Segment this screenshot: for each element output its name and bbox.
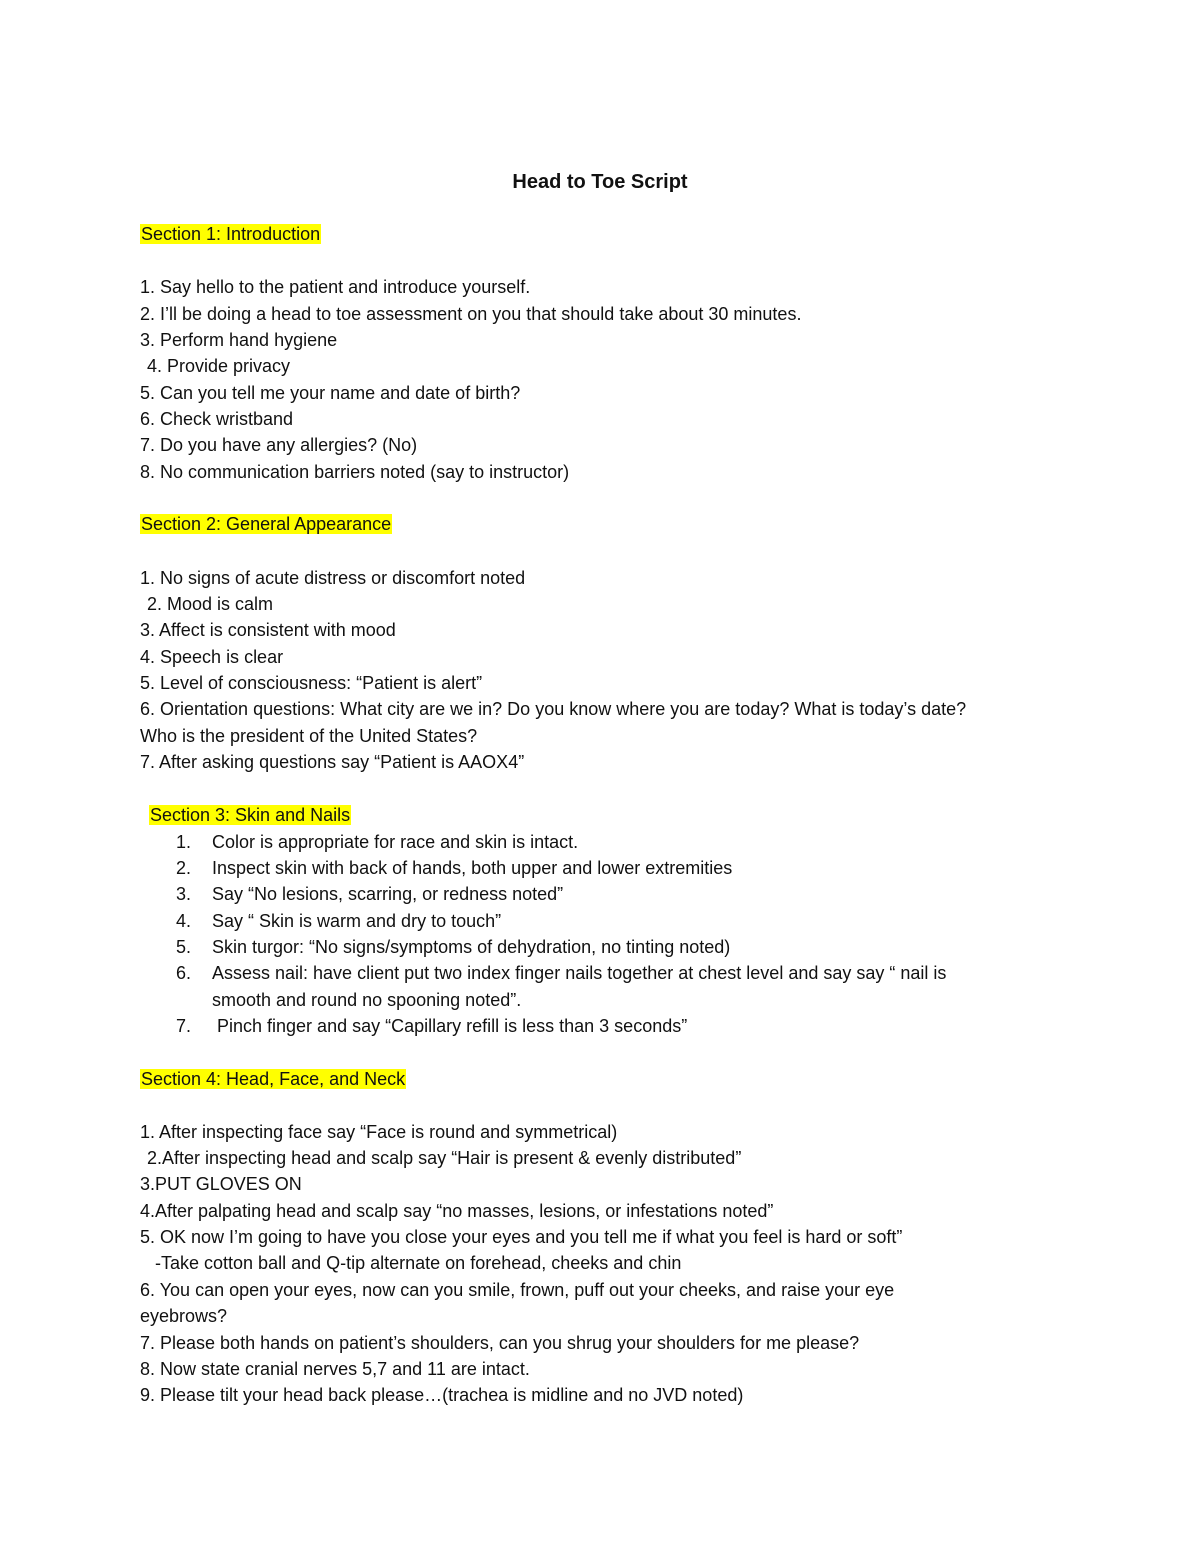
list-item: 3.PUT GLOVES ON (140, 1174, 302, 1194)
list-item: 6. Check wristband (140, 409, 294, 429)
list-item-continuation: smooth and round no spooning noted”. (212, 990, 522, 1010)
list-item: 7. After asking questions say “Patient is AAOX4” (140, 752, 525, 772)
list-item: 7. Please both hands on patient’s shoulders, can you shrug your shoulders for me please? (140, 1333, 860, 1353)
section-2-heading: Section 2: General Appearance (141, 514, 392, 534)
list-item: 7. Do you have any allergies? (No) (140, 435, 418, 455)
list-item: 4. Speech is clear (140, 647, 284, 667)
document-title: Head to Toe Script (512, 171, 688, 193)
list-item: 8. No communication barriers noted (say to instructor) (140, 462, 570, 482)
list-item-continuation: eyebrows? (140, 1306, 228, 1326)
list-item: -Take cotton ball and Q-tip alternate on forehead, cheeks and chin (140, 1253, 682, 1273)
section-4-heading: Section 4: Head, Face, and Neck (141, 1069, 406, 1089)
list-item: 3. Perform hand hygiene (140, 330, 338, 350)
list-number: 6. (176, 963, 192, 983)
section-heading (140, 1066, 406, 1092)
list-item: Assess nail: have client put two index finger nails together at chest level and say say “ nail is (212, 963, 947, 983)
section-heading (140, 511, 392, 537)
list-number: 2. (176, 858, 192, 878)
section-heading (140, 221, 321, 247)
list-item: 4.After palpating head and scalp say “no masses, lesions, or infestations noted” (140, 1201, 774, 1221)
list-item: 3. Affect is consistent with mood (140, 620, 396, 640)
list-item: 1. No signs of acute distress or discomfort noted (140, 568, 526, 588)
list-item: Inspect skin with back of hands, both upper and lower extremities (212, 858, 733, 878)
list-item: Skin turgor: “No signs/symptoms of dehydration, no tinting noted) (212, 937, 731, 957)
list-item: 9. Please tilt your head back please…(trachea is midline and no JVD noted) (140, 1385, 744, 1405)
list-item: 6. Orientation questions: What city are we in? Do you know where you are today? What is today’s date? (140, 699, 967, 719)
list-item: Pinch finger and say “Capillary refill is less than 3 seconds” (212, 1016, 688, 1036)
list-item: 5. Can you tell me your name and date of birth? (140, 383, 521, 403)
list-item: 5. Level of consciousness: “Patient is alert” (140, 673, 483, 693)
list-item: 1. Say hello to the patient and introduce yourself. (140, 277, 531, 297)
list-number: 3. (176, 884, 192, 904)
list-item: Who is the president of the United States? (140, 726, 478, 746)
list-item: 8. Now state cranial nerves 5,7 and 11 are intact. (140, 1359, 530, 1379)
list-item: 2. Mood is calm (142, 594, 274, 614)
list-item: 5. OK now I’m going to have you close your eyes and you tell me if what you feel is hard or soft” (140, 1227, 903, 1247)
list-number: 1. (176, 832, 192, 852)
list-item: Say “No lesions, scarring, or redness noted” (212, 884, 564, 904)
list-item: 2. I’ll be doing a head to toe assessment on you that should take about 30 minutes. (140, 304, 802, 324)
list-item: 2.After inspecting head and scalp say “Hair is present & evenly distributed” (142, 1148, 742, 1168)
list-item: 4. Provide privacy (142, 356, 291, 376)
section-1-heading: Section 1: Introduction (141, 224, 321, 244)
list-number: 4. (176, 911, 192, 931)
section-3-heading: Section 3: Skin and Nails (150, 805, 351, 825)
section-heading (149, 802, 351, 828)
list-number: 7. (176, 1016, 192, 1036)
list-item: Color is appropriate for race and skin is intact. (212, 832, 579, 852)
list-item: 1. After inspecting face say “Face is round and symmetrical) (140, 1122, 618, 1142)
list-number: 5. (176, 937, 192, 957)
list-item: Say “ Skin is warm and dry to touch” (212, 911, 502, 931)
list-item: 6. You can open your eyes, now can you smile, frown, puff out your cheeks, and raise your eye (140, 1280, 895, 1300)
